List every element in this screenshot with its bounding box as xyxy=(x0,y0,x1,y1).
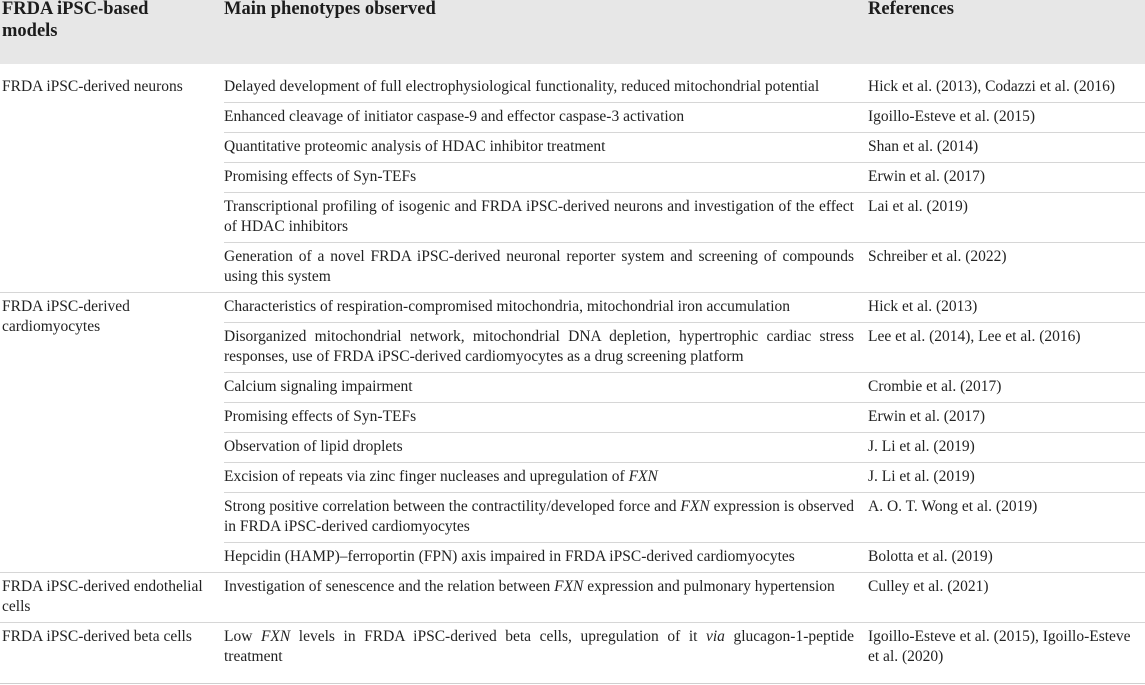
group-divider xyxy=(0,292,1145,293)
reference-cell: Shan et al. (2014) xyxy=(868,138,979,155)
model-cell: FRDA iPSC-derived beta cells xyxy=(2,628,192,645)
row-divider xyxy=(224,402,1145,403)
phenotype-cell: Enhanced cleavage of initiator caspase-9 and effector caspase-3 activation xyxy=(224,108,685,125)
row-divider xyxy=(224,162,1145,163)
gene-name: FXN xyxy=(628,468,658,485)
phenotype-cell: Quantitative proteomic analysis of HDAC inhibitor treatment xyxy=(224,138,606,155)
reference-cell: Igoillo-Esteve et al. (2015) xyxy=(868,108,1036,125)
row-divider xyxy=(224,492,1145,493)
italic-word: via xyxy=(705,628,725,645)
reference-cell: A. O. T. Wong et al. (2019) xyxy=(868,498,1038,515)
phenotype-cell: Investigation of senescence and the relation between FXN expression and pulmonary hypertension xyxy=(224,578,835,595)
reference-cell: Schreiber et al. (2022) xyxy=(868,248,1007,265)
phenotype-cell: Strong positive correlation between the contractility/developed force and FXN expression is observed in FRDA iPSC-derived cardiomyocytes xyxy=(224,498,854,535)
header-models: FRDA iPSC-based models xyxy=(2,0,149,41)
header-phenotypes: Main phenotypes observed xyxy=(224,0,436,19)
model-cell: FRDA iPSC-derived endothelial cells xyxy=(2,578,203,615)
reference-cell: Hick et al. (2013) xyxy=(868,298,978,315)
reference-cell: J. Li et al. (2019) xyxy=(868,438,975,455)
phenotype-cell: Promising effects of Syn-TEFs xyxy=(224,168,417,185)
reference-cell: Lai et al. (2019) xyxy=(868,198,968,215)
phenotype-cell: Low FXN levels in FRDA iPSC-derived beta cells, upregulation of it via glucagon-1-peptide treatment xyxy=(224,628,854,665)
row-divider xyxy=(224,102,1145,103)
row-divider xyxy=(224,242,1145,243)
reference-cell: Hick et al. (2013), Codazzi et al. (2016) xyxy=(868,78,1116,95)
row-divider xyxy=(224,432,1145,433)
row-divider xyxy=(224,132,1145,133)
gene-name: FXN xyxy=(554,578,584,595)
table-bottom-rule xyxy=(0,683,1145,684)
row-divider xyxy=(224,192,1145,193)
row-divider xyxy=(224,462,1145,463)
reference-cell: Lee et al. (2014), Lee et al. (2016) xyxy=(868,328,1081,345)
row-divider xyxy=(224,372,1145,373)
reference-cell: J. Li et al. (2019) xyxy=(868,468,975,485)
reference-cell: Culley et al. (2021) xyxy=(868,578,989,595)
header-references: References xyxy=(868,0,954,19)
model-cell: FRDA iPSC-derived neurons xyxy=(2,78,183,95)
reference-cell: Crombie et al. (2017) xyxy=(868,378,1002,395)
gene-name: FXN xyxy=(680,498,710,515)
phenotype-cell: Observation of lipid droplets xyxy=(224,438,403,455)
phenotype-cell: Generation of a novel FRDA iPSC-derived neuronal reporter system and screening of compounds using this system xyxy=(224,248,854,285)
phenotype-cell: Calcium signaling impairment xyxy=(224,378,413,395)
row-divider xyxy=(224,542,1145,543)
reference-cell: Erwin et al. (2017) xyxy=(868,168,986,185)
model-cell: FRDA iPSC-derived cardiomyocytes xyxy=(2,298,130,335)
reference-cell: Bolotta et al. (2019) xyxy=(868,548,993,565)
group-divider xyxy=(0,572,1145,573)
phenotype-cell: Disorganized mitochondrial network, mitochondrial DNA depletion, hypertrophic cardiac stress responses, use of FRDA iPSC-derived cardiomyocytes as a drug screening platform xyxy=(224,328,854,365)
gene-name: FXN xyxy=(260,628,291,645)
reference-cell: Igoillo-Esteve et al. (2015), Igoillo-Esteve et al. (2020) xyxy=(868,628,1131,665)
phenotype-cell: Excision of repeats via zinc finger nucleases and upregulation of FXN xyxy=(224,468,658,485)
table-header xyxy=(0,0,1145,64)
group-divider xyxy=(0,622,1145,623)
reference-cell: Erwin et al. (2017) xyxy=(868,408,986,425)
phenotype-cell: Characteristics of respiration-compromised mitochondria, mitochondrial iron accumulation xyxy=(224,298,791,315)
phenotype-cell: Delayed development of full electrophysiological functionality, reduced mitochondrial potential xyxy=(224,78,820,95)
phenotype-cell: Transcriptional profiling of isogenic and FRDA iPSC-derived neurons and investigation of the effect of HDAC inhibitors xyxy=(224,198,854,235)
row-divider xyxy=(224,322,1145,323)
phenotype-cell: Hepcidin (HAMP)–ferroportin (FPN) axis impaired in FRDA iPSC-derived cardiomyocytes xyxy=(224,548,795,565)
phenotype-cell: Promising effects of Syn-TEFs xyxy=(224,408,417,425)
